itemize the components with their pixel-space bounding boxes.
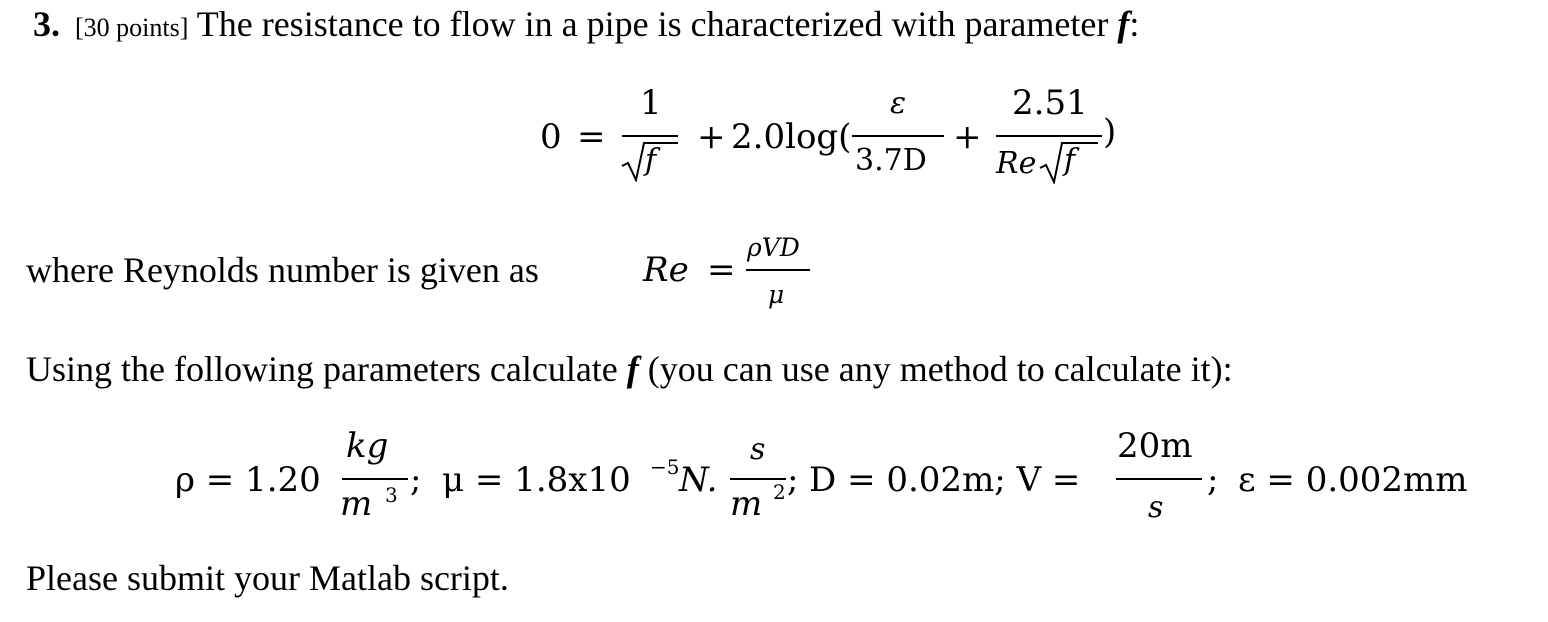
reynolds-text: where Reynolds number is given as	[26, 250, 539, 290]
problem-points: [30 points]	[75, 13, 189, 42]
param-eps-part: ε = 0.002mm	[1238, 460, 1468, 500]
problem-intro-colon: :	[1129, 4, 1140, 44]
eq1-frac2-denominator: 3.7D	[855, 143, 927, 178]
problem-intro-text: The resistance to flow in a pipe is characterized with parameter	[196, 4, 1109, 44]
reynolds-symbol: Re	[643, 250, 689, 290]
eq1-close-paren: )	[1103, 112, 1117, 152]
eq1-frac2-numerator: ε	[890, 86, 907, 121]
param-rho-den-exp: 3	[385, 483, 398, 507]
instruction-text-after: (you can use any method to calculate it):	[647, 349, 1233, 389]
eq1-frac2-bar	[852, 135, 944, 137]
param-d-part: D = 0.02m; V =	[809, 460, 1081, 500]
eq1-frac1-den-var: f	[645, 143, 657, 178]
eq1-frac1-bar	[622, 135, 678, 137]
param-mu-unit: N.	[679, 460, 718, 500]
closing-text: Please submit your Matlab script.	[26, 558, 509, 598]
param-rho-numerator: kg	[346, 426, 389, 466]
eq1-coef: 2.0log(	[731, 117, 852, 157]
eq1-plus1: +	[697, 117, 726, 157]
param-rho-bar	[342, 478, 408, 480]
problem-intro-var: f	[1117, 4, 1130, 44]
eq1-frac3-numerator: 2.51	[1012, 83, 1088, 123]
reynolds-denominator: μ	[768, 280, 785, 309]
instruction-var: f	[626, 349, 639, 389]
param-v-numerator: 20m	[1117, 426, 1193, 466]
eq1-plus2: +	[953, 117, 982, 157]
instruction-text-before: Using the following parameters calculate	[26, 349, 618, 389]
eq1-frac3-den-re: Re	[996, 146, 1037, 181]
eq1-frac3-bar	[996, 135, 1102, 137]
param-sep2: ;	[787, 460, 799, 500]
param-sep1: ;	[410, 460, 422, 500]
eq1-frac1-numerator: 1	[640, 83, 662, 123]
param-rho-denominator: m	[340, 484, 373, 524]
eq1-equals: =	[577, 117, 606, 157]
reynolds-bar	[746, 269, 810, 271]
eq1-lhs: 0	[540, 117, 562, 157]
param-sep3: ;	[1207, 460, 1219, 500]
eq1-frac3-den-var: f	[1064, 143, 1076, 178]
param-mu-den-exp: 2	[773, 480, 786, 504]
problem-heading	[33, 2, 1139, 50]
param-v-bar	[1116, 478, 1202, 480]
param-mu-denominator: m	[730, 484, 763, 524]
param-mu-lhs: μ = 1.8x10	[442, 460, 631, 500]
param-mu-exp: −5	[650, 455, 680, 479]
problem-number: 3.	[33, 4, 60, 44]
param-rho-lhs: ρ = 1.20	[175, 460, 321, 500]
param-mu-numerator: s	[750, 432, 766, 467]
instruction-line	[26, 347, 1233, 391]
reynolds-numerator: ρVD	[747, 233, 800, 262]
reynolds-equals: =	[707, 250, 736, 290]
param-v-denominator: s	[1148, 490, 1164, 525]
